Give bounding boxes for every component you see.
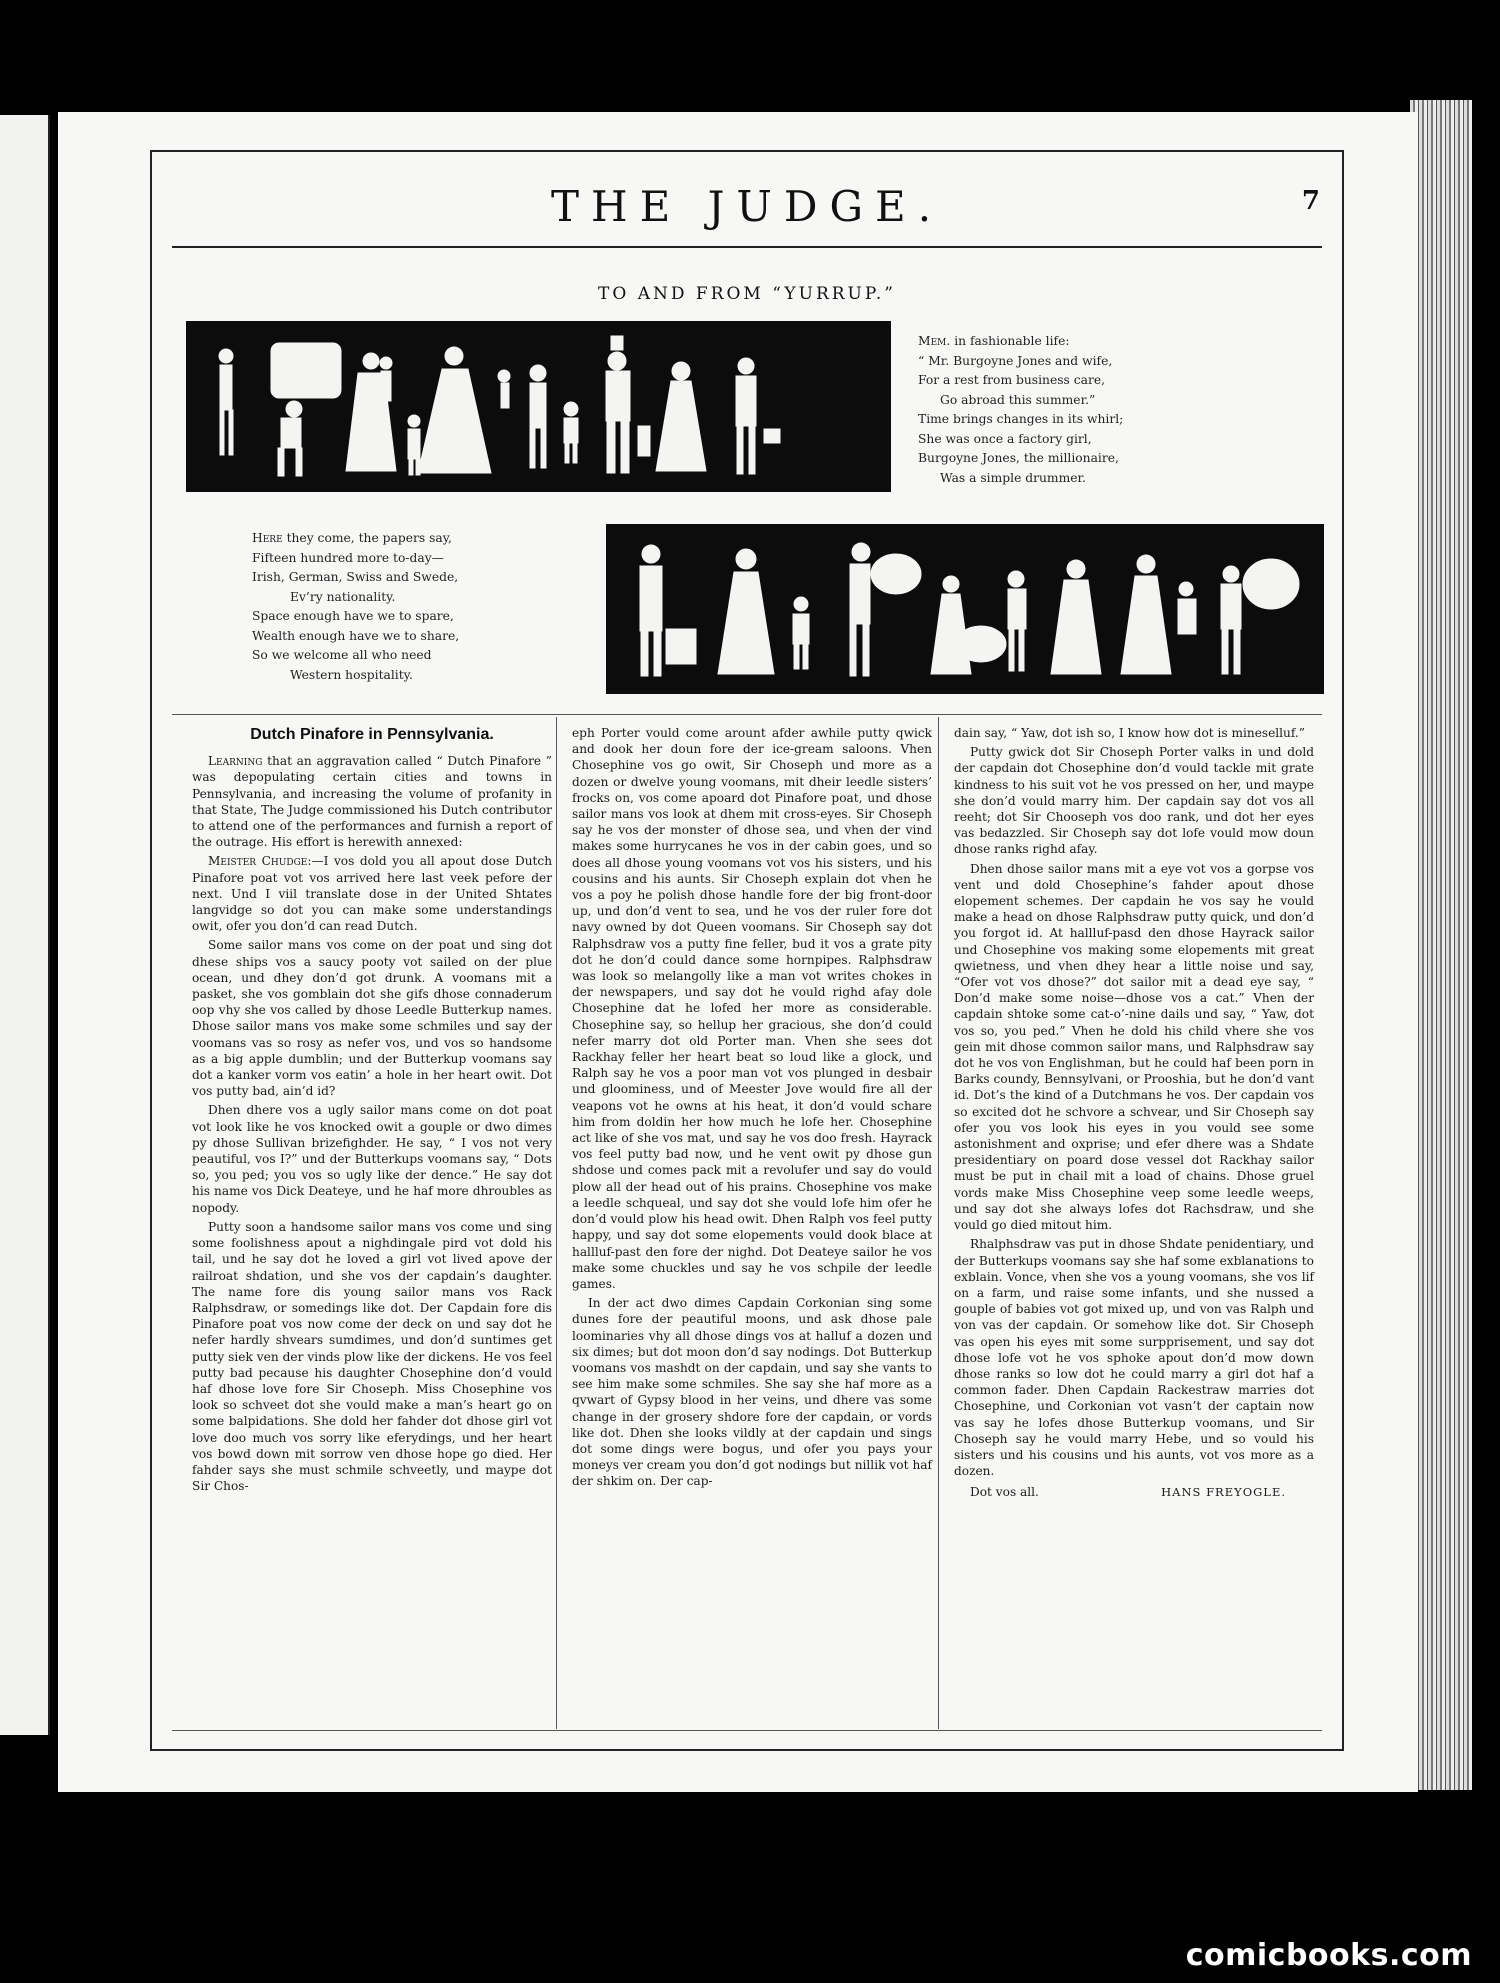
article-salutation: Meister Chudge: bbox=[208, 854, 312, 869]
page-frame bbox=[150, 150, 1344, 1751]
poem-line: Was a simple drummer. bbox=[940, 470, 1086, 485]
illustration-immigrants-arriving bbox=[606, 524, 1324, 694]
section-title: TO AND FROM “YURRUP.” bbox=[598, 284, 896, 304]
column-divider bbox=[938, 717, 939, 1729]
poem-here-they-come bbox=[252, 529, 459, 685]
poem-line: So we welcome all who need bbox=[252, 648, 432, 662]
poem-line: Wealth enough have we to share, bbox=[252, 628, 460, 643]
article-paragraph: eph Porter vould come arount afder awhile putty qwick and dook her doun fore der ice-gream saloons. Vhen Chosephine vos go owit, Sir Choseph und more as a dozen or dwelve young voomans, mit dheir leedle sisters’ frocks on, vos come apoard dot Pinafore poat, und dhose sailor mans vos look at dhem mit cross-eyes. Sir Choseph say he vos der monster of dhose sea, und vhen der vind makes some hurrycanes he vos in der cabin goes, und so does all dhose young voomans vot vos his sisters, und his cousins and his aunts. Sir Choseph explain dot vhen he vos a poy he polish dhose handle fore der big front-door up, und don’d vent to sea, und he vos der ruler fore dot navy owned by dot Queen voomans. Sir Choseph say dot Ralphsdraw vos a putty fine feller, bud it vos a grate pity dot he don’d could dance some hornpipes. Ralphsdraw was look so melangolly like a man vot writes chokes in der newspapers, und say dot he vould righd afay dole Chosephine dat he lofed her more as considerable. Chosephine say, so hellup her gracious, she don’d could nefer marry dot old Porter man. Vhen she sees dot Rackhay feller her heart beat so loud like a glock, und Ralph say he vos a poor man vot vos plunged in desbair und gloominess, und of Meester Jove would fire all der veapons vot he owns at his heat, it don’d vould schare him from doldin her how much he lofe her. Chosephine act like of she vos mat, und say he vos doo fresh. Hayrack vos feel putty bad now, und he vent owit py dhose gun shdose und comes pack mit a revolufer und say do vould plow all der head out of his prains. Chosephine vos make a leedle schqueal, und say dot she vould lofe him ofer he don’d vould plow his head owit. Dhen Ralph vos feel putty happy, und say dot some elopements vould dook blace at hallluf-past den fore der nighd. Dot Deateye sailor he vos make some chuckles und say he vos schpile der leedle games. bbox=[572, 726, 932, 1291]
article-paragraph: Rhalphsdraw vas put in dhose Shdate penidentiary, und der Butterkups voomans say she haf some exblanations to exblain. Vonce, vhen she vos a young voomans, she vos lif on a farm, und raise some infants, und she nussed a gouple of babies vot got mixed up, und von vas Ralph und von vas der capdain. Or somehow like dot. Sir Choseph vas open his eyes mit some surpprisement, und say dot dhose lofe vot he vos sphoke apout don’d mow down dhose ranks so low dot he could marry a girl dot haf a common fader. Dhen Capdain Rackestraw marries dot Chosephine, und Corkonian vot vasn’t der captain now vas say he lofes dhose Butterkup voomans, und Sir Choseph say he vould marry Hebe, und so vould his sisters und his cousins und his aunts, vot vos more as a dozen. bbox=[954, 1237, 1314, 1479]
site-watermark: comicbooks.com bbox=[1185, 1938, 1472, 1973]
adjacent-page-edge bbox=[0, 115, 50, 1735]
article-paragraph: dain say, “ Yaw, dot ish so, I know how dot is mineselluf.” bbox=[954, 726, 1306, 740]
article-column-3 bbox=[954, 725, 1314, 1501]
article-paragraph: Putty gwick dot Sir Choseph Porter valks in und dold der capdain dot Chosephine don’d vould tackle mit grate kindness to his suit vot he vos pressed on her, und maype she don’d vould marry him. Der capdain say dot vos all reeht; dot Sir Chooseph vos doo rank, und dot her eyes vas bedazzled. Sir Choseph say dot lofe vould mow doun dhose ranks righd afay. bbox=[954, 745, 1314, 857]
article-paragraph-text: that an aggravation called “ Dutch Pinafore ” was depopulating certain cities and towns in Pennsylvania, and increasing the volume of profanity in that State, The Judge commissioned his Dutch contributor to attend one of the performances and furnish a report of the outrage. His effort is herewith annexed: bbox=[192, 754, 553, 850]
article-bottom-rule bbox=[172, 1730, 1322, 1731]
poem-line: For a rest from business care, bbox=[918, 373, 1106, 387]
poem-lead-word: Mem. bbox=[918, 334, 951, 348]
article-paragraph-text: —I vos dold you all apout dose Dutch Pinafore poat vot vos arrived here last veek pefore der next. Und I viil translate dose in der United Shtates langvidge so dot you can make some understandings owit, ofer you don’d can read Dutch. bbox=[192, 854, 553, 934]
poem-line: Time brings changes in its whirl; bbox=[918, 412, 1124, 426]
silhouette-figures-illustration bbox=[606, 524, 1324, 694]
article-lead-word: Learning bbox=[208, 754, 263, 769]
article-column-1 bbox=[192, 725, 552, 1497]
newspaper-page bbox=[58, 112, 1418, 1792]
column-divider bbox=[556, 717, 557, 1729]
masthead-rule bbox=[172, 246, 1322, 248]
poem-line: Go abroad this summer.” bbox=[940, 392, 1096, 407]
article-signoff bbox=[954, 1482, 1314, 1500]
poem-line-text: in fashionable life: bbox=[954, 334, 1070, 348]
article-closing: Dot vos all. bbox=[970, 1485, 1039, 1500]
poem-lead-word: Here bbox=[252, 531, 283, 545]
illustration-travelers-returning bbox=[186, 321, 891, 492]
article-column-2 bbox=[572, 725, 932, 1493]
article-paragraph: Putty soon a handsome sailor mans vos come und sing some foolishness apout a nighdingale pird vot dold his tail, und he say dot he loved a girl vot lived apove der railroat shdation, und she vos der capdain’s daughter. The name fore dis young sailor mans vos Rack Ralphsdraw, or somedings like dot. Der Capdain fore dis Pinafore poat vos now come der deck on und say dot he nefer hardly shvears sumdimes, und don’d suntimes get putty siek ven der vinds plow like der dickens. He vos feel putty bad pecause his daughter Chosephine don’d vould haf dhose love fore Sir Choseph. Miss Chosephine vos look so schveet dot she vould make a man’s heart go on some balpidations. She dold her fahder dot dhose girl vot love doo much vos sorry like eferydings, und her heart vos bowd down mit sorrow ven dhose hope go died. Her fahder says she must schmile schveetly, und maype dot Sir Chos- bbox=[192, 1219, 552, 1494]
article-paragraph bbox=[192, 853, 552, 934]
silhouette-figures-illustration bbox=[186, 321, 891, 492]
masthead-title: THE JUDGE. bbox=[550, 182, 944, 231]
poem-line bbox=[252, 529, 459, 549]
poem-line: She was once a factory girl, bbox=[918, 431, 1092, 446]
page-stack-edge bbox=[1410, 100, 1472, 1790]
poem-line: Ev’ry nationality. bbox=[290, 589, 396, 604]
poem-line: “ Mr. Burgoyne Jones and wife, bbox=[918, 353, 1113, 368]
article-paragraph: Dhen dhose sailor mans mit a eye vot vos a gorpse vos vent und dold Chosephine’s fahder apout dhose elopement schemes. Der capdain he vos say he vould make a head on dhose Ralphsdraw putty quick, und don’d you forgot id. At hallluf-pasd den dhose Hayrack sailor und Chosephine vos making some elopements mit great qwietness, und vhen dhey hear a little noise und say, “Ofer vot vos dhose?” dot sailor mit a dead eye say, “ Don’d make some noise—dhose vos a cat.” Vhen der capdain shtoke some cat-o’-nine dails und say, “ Yaw, dot vos so, you ped.” Vhen he dold his child vhere she vos gein mit dhose common sailor mans, und Ralphsdraw say dot he vos von Englishman, but he could haf been porn in Barks coundy, Bennsylvani, or Prooshia, but he don’d vant id. Dot’s the kind of a Dutchmans he vos. Der capdain vos so excited dot he schvore a schvear, und Sir Choseph say ofer you vos look his eyes in you vould see some astonishment and oxprise; und efer dhere was a Shdate presidentiary on poard dose vessel dot Rackhay sailor must be put in chail mit a load of chains. Dhose gruel vords make Miss Chosephine veep some leedle weeps, und say dot she always lofes dot Rachsdraw, und she vould go died mitout him. bbox=[954, 861, 1314, 1233]
article-title: Dutch Pinafore in Pennsylvania. bbox=[250, 726, 494, 743]
article-paragraph bbox=[192, 753, 552, 850]
article-paragraph: Dhen dhere vos a ugly sailor mans come on dot poat vot look like he vos knocked owit a gouple or dwo dimes py dhose Sullivan brizefighder. He say, “ I vos not very peautiful, vos I?” und der Butterkups voomans say, “ Dots so, you ped; you vos so ugly like der dence.” He say dot his name vos Dick Deateye, und he haf more dhroubles as nopody. bbox=[192, 1103, 552, 1215]
poem-line: Space enough have we to spare, bbox=[252, 609, 454, 623]
poem-line bbox=[918, 332, 1123, 352]
poem-line: Fifteen hundred more to-day— bbox=[252, 550, 444, 565]
article-paragraph: In der act dwo dimes Capdain Corkonian sing some dunes fore der peautiful moons, und ask dhose pale loominaries vhy all dhose dings vos at halluf a dozen und six dimes; but dot moon don’d say nodings. Dot Butterkup voomans vos mashdt on der capdain, und say she vants to see him make some schmiles. She say she haf more as a qvwart of Gypsy blood in her veins, und dhere vas some change in der grosery shdore fore der capdain, or vords like dot. Dhen she looks vildly at der capdain und sings dot some dings were bogus, und ofer you pays your moneys ver cream you don’d got nodings but nillik vot haf der shkim on. Der cap- bbox=[572, 1296, 932, 1489]
poem-line: Western hospitality. bbox=[290, 667, 413, 682]
poem-mem-fashionable-life bbox=[918, 332, 1123, 488]
page-number: 7 bbox=[1301, 186, 1320, 216]
poem-line: Burgoyne Jones, the millionaire, bbox=[918, 451, 1119, 465]
poem-line-text: they come, the papers say, bbox=[286, 531, 452, 545]
article-signature: HANS FREYOGLE. bbox=[1161, 1485, 1286, 1500]
poem-line: Irish, German, Swiss and Swede, bbox=[252, 570, 459, 584]
article-top-rule bbox=[172, 714, 1322, 715]
article-paragraph: Some sailor mans vos come on der poat und sing dot dhese ships vos a saucy pooty vot sailed on der plue ocean, und dhey don’d got drunk. A voomans mit a pasket, she vos gomblain dot she gifs dhose connaderum oop vhy she vos called by dhose Leedle Butterkup names. Dhose sailor mans vos make some schmiles und say der voomans vas so rosy as nefer vos, und vos so handsome as a big apple dumblin; und der Butterkup voomans say dot a kanker vorm vos eatin’ a hole in her heart owit. Dot vos putty bad, ain’d id? bbox=[192, 938, 552, 1099]
